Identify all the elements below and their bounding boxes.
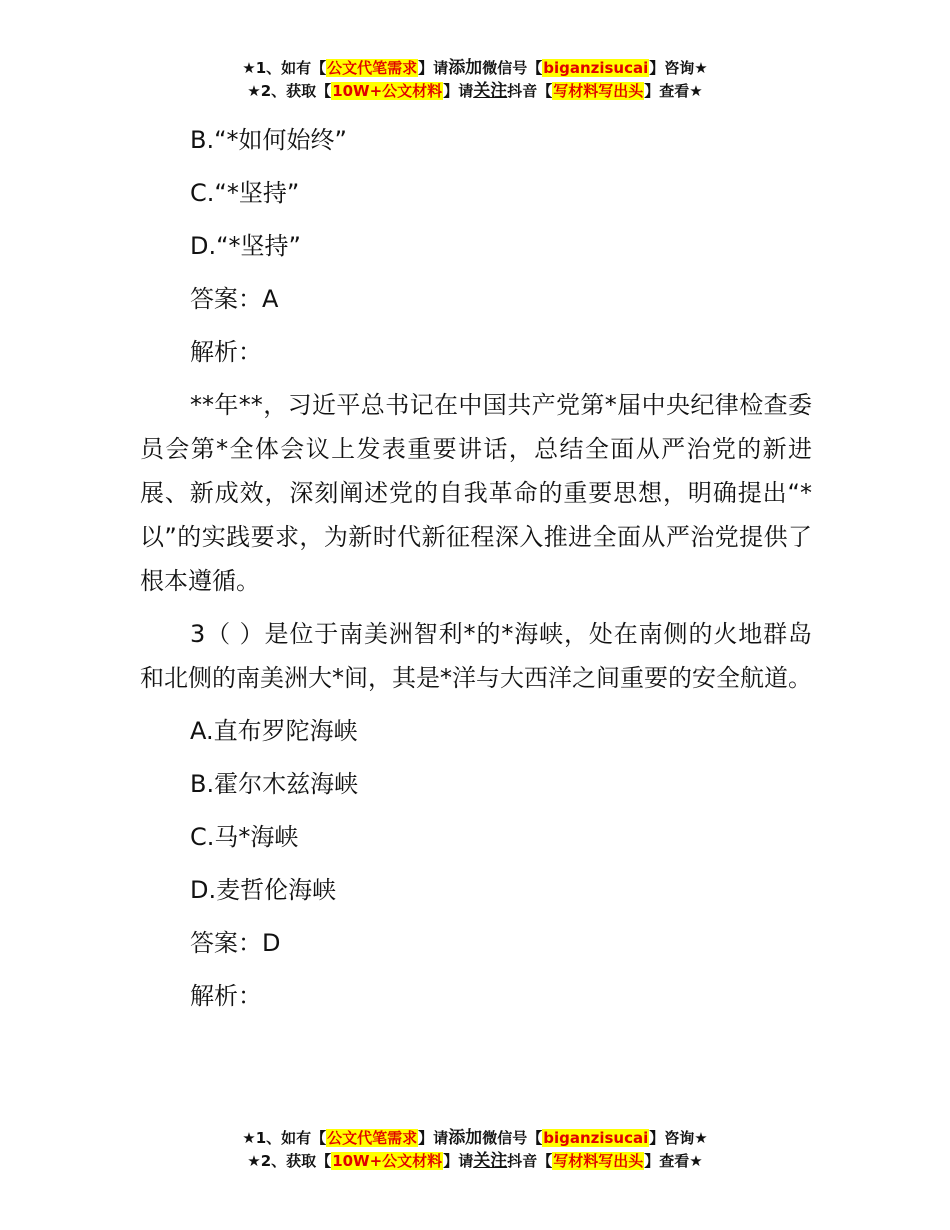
banner-text: 抖音【 <box>507 82 553 100</box>
banner-text: 抖音【 <box>507 1152 553 1170</box>
banner-text: 】请 <box>418 1129 449 1147</box>
banner-text: 】请 <box>443 1152 474 1170</box>
analysis-label: 解析： <box>190 338 262 366</box>
document-body <box>140 118 812 1027</box>
banner-text: 】请 <box>443 82 474 100</box>
highlight-text: 公文代笔需求 <box>327 1129 418 1147</box>
banner-text: ★2、获取【 <box>247 82 332 100</box>
emphasis-text: 添加 <box>448 58 483 78</box>
option-b: B.霍尔木兹海峡 <box>190 770 359 798</box>
option-d: D.“*坚持” <box>190 232 301 260</box>
banner-text: ★1、如有【 <box>242 1129 327 1147</box>
douyin-id: 写材料写出头 <box>553 1152 644 1170</box>
highlight-text: 10W+公文材料 <box>332 82 443 100</box>
option-c: C.“*坚持” <box>190 179 300 207</box>
banner-line-2 <box>0 1150 950 1173</box>
footer-banner <box>0 1127 950 1173</box>
emphasis-text: 关注 <box>473 1151 508 1171</box>
banner-text: 】请 <box>418 59 449 77</box>
banner-text: 】查看★ <box>644 1152 703 1170</box>
banner-line-2 <box>0 80 950 103</box>
wechat-id: biganzisucai <box>543 59 649 77</box>
emphasis-text: 添加 <box>448 1128 483 1148</box>
wechat-id: biganzisucai <box>543 1129 649 1147</box>
option-a: A.直布罗陀海峡 <box>190 717 358 745</box>
banner-text: 微信号【 <box>482 59 543 77</box>
answer: 答案：D <box>190 929 281 957</box>
option-d: D.麦哲伦海峡 <box>190 876 337 904</box>
analysis-label: 解析： <box>190 982 262 1010</box>
analysis-paragraph: **年**，习近平总书记在中国共产党第*届中央纪律检查委员会第*全体会议上发表重要讲话，总结全面从严治党的新进展、新成效，深刻阐述党的自我革命的重要思想，明确提出“*以”的实践要求，为新时代新征程深入推进全面从严治党提供了根本遵循。 <box>140 391 812 595</box>
highlight-text: 公文代笔需求 <box>327 59 418 77</box>
option-c: C.马*海峡 <box>190 823 299 851</box>
banner-text: ★1、如有【 <box>242 59 327 77</box>
answer: 答案：A <box>190 285 279 313</box>
banner-line-1 <box>0 57 950 80</box>
question-3: 3（ ）是位于南美洲智利*的*海峡，处在南侧的火地群岛和北侧的南美洲大*间，其是*洋与大西洋之间重要的安全航道。 <box>140 620 812 692</box>
header-banner <box>0 57 950 103</box>
banner-line-1 <box>0 1127 950 1150</box>
option-b: B.“*如何始终” <box>190 126 347 154</box>
banner-text: 微信号【 <box>482 1129 543 1147</box>
banner-text: ★2、获取【 <box>247 1152 332 1170</box>
banner-text: 】咨询★ <box>649 1129 708 1147</box>
douyin-id: 写材料写出头 <box>553 82 644 100</box>
banner-text: 】咨询★ <box>649 59 708 77</box>
emphasis-text: 关注 <box>473 81 508 101</box>
banner-text: 】查看★ <box>644 82 703 100</box>
highlight-text: 10W+公文材料 <box>332 1152 443 1170</box>
